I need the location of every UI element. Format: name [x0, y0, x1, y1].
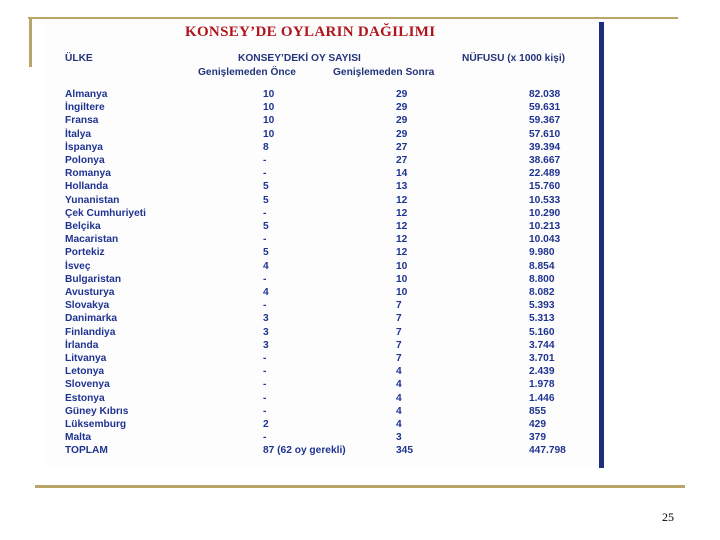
table-row — [65, 154, 589, 167]
cell-before: - — [263, 432, 267, 444]
cell-before: - — [263, 366, 267, 378]
cell-after: 10 — [396, 273, 408, 285]
table-row — [65, 392, 589, 405]
cell-before: 4 — [263, 260, 269, 272]
table-row — [65, 286, 589, 299]
cell-population: 379 — [529, 432, 546, 444]
table-row — [65, 207, 589, 220]
cell-before: - — [263, 234, 267, 246]
cell-population: 8.854 — [529, 260, 555, 272]
cell-before: 5 — [263, 181, 269, 193]
cell-before: - — [263, 273, 267, 285]
cell-after: 7 — [396, 300, 402, 312]
cell-country: Portekiz — [65, 247, 105, 259]
cell-after: 7 — [396, 353, 402, 365]
cell-before: 87 (62 oy gerekli) — [263, 445, 346, 457]
cell-population: 82.038 — [529, 89, 561, 100]
cell-after: 7 — [396, 313, 402, 325]
cell-population: 8.800 — [529, 273, 555, 285]
cell-after: 7 — [396, 339, 402, 351]
cell-population: 1.978 — [529, 379, 555, 391]
cell-country: TOPLAM — [65, 445, 108, 457]
total-row — [65, 444, 589, 457]
cell-before: - — [263, 379, 267, 391]
cell-population: 5.160 — [529, 326, 555, 338]
top-rule — [28, 17, 678, 19]
table-row — [65, 220, 589, 233]
cell-before: 8 — [263, 141, 269, 153]
cell-before: 3 — [263, 339, 269, 351]
cell-population: 5.313 — [529, 313, 555, 325]
cell-country: Almanya — [65, 89, 108, 100]
cell-population: 10.043 — [529, 234, 561, 246]
cell-before: 2 — [263, 419, 269, 431]
table-row — [65, 405, 589, 418]
cell-after: 4 — [396, 392, 402, 404]
table-row — [65, 378, 589, 391]
slide-title: KONSEY’DE OYLARIN DAĞILIMI — [185, 24, 436, 40]
cell-before: - — [263, 300, 267, 312]
cell-population: 38.667 — [529, 155, 561, 167]
cell-country: İspanya — [65, 141, 103, 153]
cell-population: 5.393 — [529, 300, 555, 312]
cell-before: - — [263, 207, 267, 219]
cell-country: İngiltere — [65, 102, 105, 114]
cell-after: 29 — [396, 102, 408, 114]
cell-after: 29 — [396, 89, 408, 100]
cell-before: 5 — [263, 221, 269, 233]
cell-after: 12 — [396, 221, 408, 233]
cell-country: Macaristan — [65, 234, 119, 246]
page-number: 25 — [662, 510, 674, 524]
left-rule — [29, 17, 32, 67]
cell-country: Çek Cumhuriyeti — [65, 207, 146, 219]
table-row — [65, 299, 589, 312]
cell-population: 447.798 — [529, 445, 566, 457]
cell-after: 7 — [396, 326, 402, 338]
table-row — [65, 431, 589, 444]
cell-population: 59.631 — [529, 102, 561, 114]
cell-after: 29 — [396, 128, 408, 140]
cell-country: Avusturya — [65, 287, 115, 299]
table-row — [65, 312, 589, 325]
cell-country: Belçika — [65, 221, 101, 233]
cell-after: 12 — [396, 234, 408, 246]
cell-after: 4 — [396, 366, 402, 378]
header-votes: KONSEY’DEKİ OY SAYISI — [238, 53, 361, 64]
table-row — [65, 233, 589, 246]
cell-country: Romanya — [65, 168, 111, 180]
cell-country: Hollanda — [65, 181, 109, 193]
table-row — [65, 141, 589, 154]
header-after: Genişlemeden Sonra — [333, 67, 435, 78]
cell-population: 39.394 — [529, 141, 561, 153]
cell-after: 12 — [396, 247, 408, 259]
cell-country: Slovenya — [65, 379, 110, 391]
cell-country: Yunanistan — [65, 194, 120, 206]
votes-table — [65, 88, 589, 458]
table-row — [65, 128, 589, 141]
bottom-rule — [35, 485, 685, 488]
table-row — [65, 418, 589, 431]
table-row — [65, 260, 589, 273]
cell-country: Bulgaristan — [65, 273, 122, 285]
cell-population: 10.213 — [529, 221, 561, 233]
cell-before: - — [263, 168, 267, 180]
cell-after: 3 — [396, 432, 402, 444]
cell-population: 2.439 — [529, 366, 555, 378]
cell-after: 4 — [396, 379, 402, 391]
table-row — [65, 114, 589, 127]
table-row — [65, 246, 589, 259]
cell-country: Finlandiya — [65, 326, 116, 338]
cell-country: İsveç — [65, 260, 91, 272]
cell-population: 3.744 — [529, 339, 555, 351]
cell-country: Fransa — [65, 115, 99, 127]
table-row — [65, 326, 589, 339]
cell-population: 9.980 — [529, 247, 555, 259]
cell-after: 12 — [396, 207, 408, 219]
cell-before: 10 — [263, 102, 275, 114]
cell-after: 14 — [396, 168, 408, 180]
cell-country: Estonya — [65, 392, 105, 404]
cell-population: 3.701 — [529, 353, 555, 365]
panel-right-edge — [599, 22, 604, 468]
cell-before: 3 — [263, 326, 269, 338]
cell-after: 13 — [396, 181, 408, 193]
cell-before: 10 — [263, 128, 275, 140]
cell-after: 4 — [396, 419, 402, 431]
table-row — [65, 180, 589, 193]
cell-population: 855 — [529, 405, 546, 417]
table-row — [65, 339, 589, 352]
cell-before: 5 — [263, 247, 269, 259]
cell-population: 59.367 — [529, 115, 561, 127]
header-before: Genişlemeden Önce — [198, 67, 296, 78]
cell-population: 10.533 — [529, 194, 561, 206]
cell-country: Litvanya — [65, 353, 107, 365]
header-country: ÜLKE — [65, 53, 93, 64]
cell-before: 5 — [263, 194, 269, 206]
cell-after: 10 — [396, 287, 408, 299]
cell-after: 12 — [396, 194, 408, 206]
cell-country: Letonya — [65, 366, 105, 378]
cell-before: 4 — [263, 287, 269, 299]
cell-before: - — [263, 405, 267, 417]
table-row — [65, 101, 589, 114]
table-row — [65, 194, 589, 207]
table-row — [65, 167, 589, 180]
cell-after: 4 — [396, 405, 402, 417]
cell-after: 27 — [396, 155, 408, 167]
cell-population: 15.760 — [529, 181, 561, 193]
cell-after: 10 — [396, 260, 408, 272]
cell-before: 3 — [263, 313, 269, 325]
cell-country: İrlanda — [65, 339, 99, 351]
cell-country: Danimarka — [65, 313, 118, 325]
cell-population: 22.489 — [529, 168, 561, 180]
cell-population: 429 — [529, 419, 546, 431]
cell-before: 10 — [263, 115, 275, 127]
cell-before: - — [263, 155, 267, 167]
table-row — [65, 365, 589, 378]
cell-country: İtalya — [65, 128, 92, 140]
cell-country: Güney Kıbrıs — [65, 405, 129, 417]
cell-country: Lüksemburg — [65, 419, 127, 431]
cell-country: Slovakya — [65, 300, 110, 312]
cell-population: 1.446 — [529, 392, 555, 404]
cell-after: 345 — [396, 445, 413, 457]
cell-after: 27 — [396, 141, 408, 153]
cell-after: 29 — [396, 115, 408, 127]
table-row — [65, 352, 589, 365]
cell-before: 10 — [263, 89, 275, 100]
cell-before: - — [263, 392, 267, 404]
cell-country: Malta — [65, 432, 92, 444]
cell-before: - — [263, 353, 267, 365]
cell-population: 57.610 — [529, 128, 561, 140]
cell-population: 10.290 — [529, 207, 561, 219]
table-row — [65, 273, 589, 286]
header-population: NÜFUSU (x 1000 kişi) — [462, 53, 566, 64]
cell-population: 8.082 — [529, 287, 555, 299]
cell-country: Polonya — [65, 155, 105, 167]
table-row — [65, 88, 589, 101]
